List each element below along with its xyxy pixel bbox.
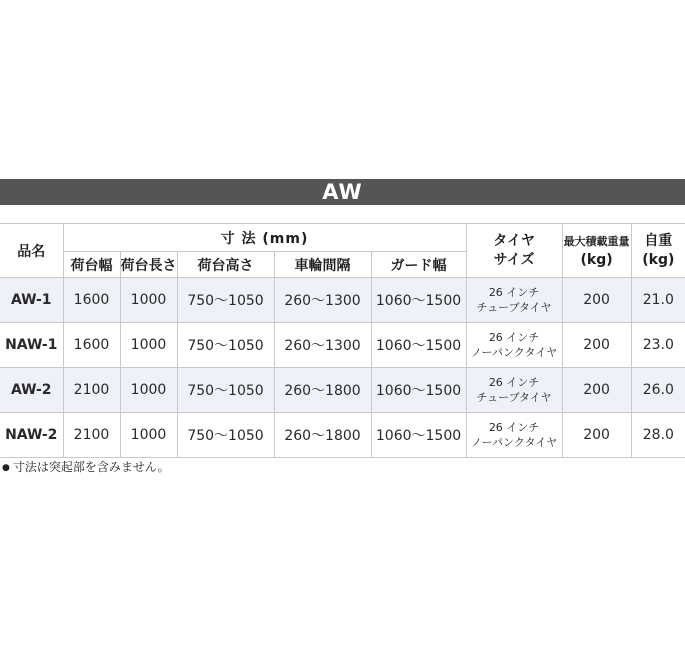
- header-wheel-spacing: 車輪間隔: [274, 252, 371, 278]
- footnote-text: 寸法は突起部を含みません。: [12, 460, 170, 474]
- cell-wheel-spacing: 260～1300: [274, 278, 371, 323]
- cell-model: NAW-1: [0, 323, 63, 368]
- header-dimensions-group: 寸 法 (mm): [63, 224, 466, 252]
- cell-tire-line1: 26 インチ: [488, 376, 540, 389]
- cell-bed-height: 750～1050: [177, 413, 274, 458]
- cell-model: AW-1: [0, 278, 63, 323]
- cell-bed-width: 2100: [63, 368, 120, 413]
- cell-weight: 28.0: [631, 413, 685, 458]
- footnote: [2, 458, 170, 475]
- cell-bed-length: 1000: [120, 323, 177, 368]
- header-tire-size: [466, 224, 562, 278]
- cell-bed-length: 1000: [120, 368, 177, 413]
- table-row: [0, 413, 685, 458]
- header-max-load-line2: (kg): [580, 251, 613, 268]
- header-tire-size-line1: タイヤ: [493, 232, 535, 249]
- header-bed-height: 荷台高さ: [177, 252, 274, 278]
- header-guard-width: ガード幅: [371, 252, 466, 278]
- header-max-load-line1: 最大積載重量: [563, 234, 630, 248]
- cell-weight: 21.0: [631, 278, 685, 323]
- table-row: [0, 323, 685, 368]
- cell-bed-height: 750～1050: [177, 323, 274, 368]
- cell-wheel-spacing: 260～1300: [274, 323, 371, 368]
- cell-max-load: 200: [562, 413, 631, 458]
- header-bed-length: 荷台長さ: [120, 252, 177, 278]
- header-model-name: 品名: [0, 224, 63, 278]
- cell-weight: 23.0: [631, 323, 685, 368]
- cell-tire-line1: 26 インチ: [488, 421, 540, 434]
- cell-guard-width: 1060～1500: [371, 368, 466, 413]
- header-weight-line2: (kg): [642, 251, 675, 268]
- cell-tire: [466, 368, 562, 413]
- header-weight: [631, 224, 685, 278]
- cell-bed-width: 1600: [63, 323, 120, 368]
- cell-weight: 26.0: [631, 368, 685, 413]
- cell-bed-width: 1600: [63, 278, 120, 323]
- product-title-bar: [0, 179, 685, 205]
- cell-bed-length: 1000: [120, 413, 177, 458]
- cell-max-load: 200: [562, 368, 631, 413]
- cell-model: NAW-2: [0, 413, 63, 458]
- bullet-icon: ●: [2, 463, 10, 473]
- cell-tire-line1: 26 インチ: [488, 286, 540, 299]
- product-title: AW: [322, 180, 363, 204]
- header-weight-line1: 自重: [644, 232, 673, 249]
- cell-tire-line2: ノーパンクタイヤ: [470, 346, 558, 359]
- cell-tire: [466, 413, 562, 458]
- cell-bed-height: 750～1050: [177, 278, 274, 323]
- header-max-load: [562, 224, 631, 278]
- cell-tire-line2: チューブタイヤ: [476, 391, 552, 404]
- cell-wheel-spacing: 260～1800: [274, 368, 371, 413]
- cell-tire: [466, 278, 562, 323]
- cell-tire: [466, 323, 562, 368]
- spec-table-body: [0, 278, 685, 458]
- spec-table-header: [0, 224, 685, 278]
- cell-guard-width: 1060～1500: [371, 278, 466, 323]
- cell-guard-width: 1060～1500: [371, 413, 466, 458]
- cell-wheel-spacing: 260～1800: [274, 413, 371, 458]
- header-tire-size-line2: サイズ: [493, 251, 535, 268]
- cell-tire-line2: チューブタイヤ: [476, 301, 552, 314]
- cell-max-load: 200: [562, 278, 631, 323]
- table-row: [0, 368, 685, 413]
- cell-tire-line2: ノーパンクタイヤ: [470, 436, 558, 449]
- cell-model: AW-2: [0, 368, 63, 413]
- table-row: [0, 278, 685, 323]
- cell-bed-height: 750～1050: [177, 368, 274, 413]
- cell-tire-line1: 26 インチ: [488, 331, 540, 344]
- spec-table: [0, 223, 685, 458]
- header-bed-width: 荷台幅: [63, 252, 120, 278]
- cell-bed-length: 1000: [120, 278, 177, 323]
- cell-bed-width: 2100: [63, 413, 120, 458]
- cell-guard-width: 1060～1500: [371, 323, 466, 368]
- cell-max-load: 200: [562, 323, 631, 368]
